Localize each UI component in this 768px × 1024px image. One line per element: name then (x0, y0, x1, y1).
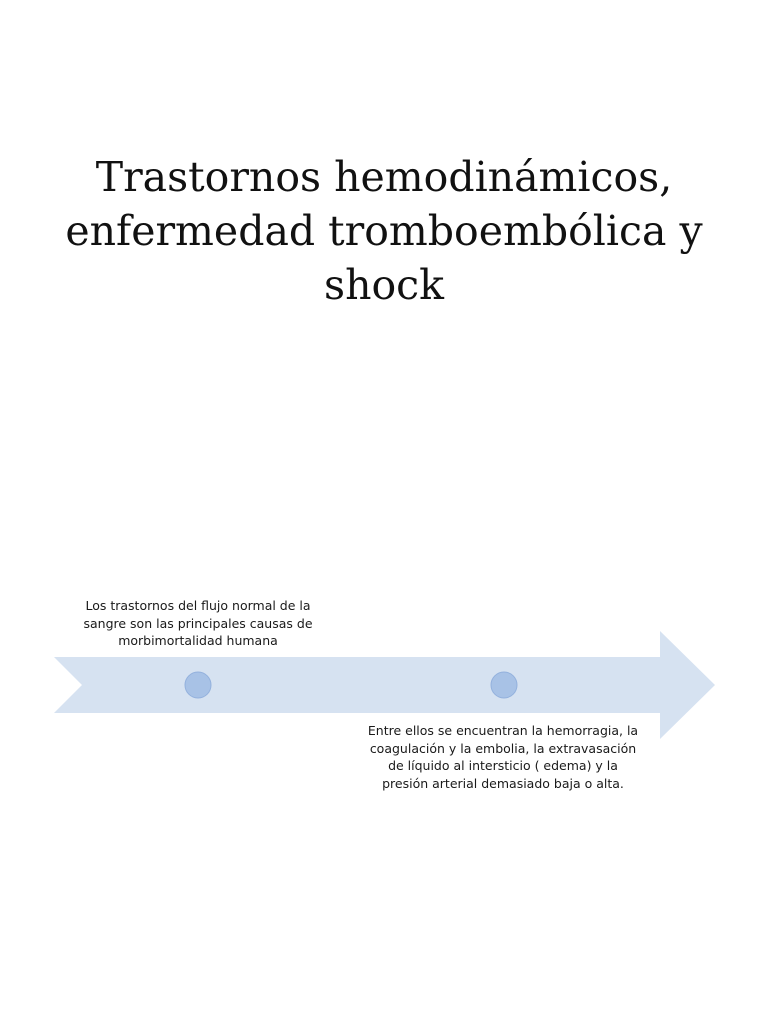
timeline-marker-1 (185, 672, 211, 698)
timeline-marker-2 (491, 672, 517, 698)
timeline-event-2-text: Entre ellos se encuentran la hemorragia, la coagulación y la embolia, la extravasación de líquido al intersticio ( edema) y la presión arterial demasiado baja o alta. (367, 723, 639, 791)
timeline-event-1-text: Los trastornos del flujo normal de la sangre son las principales causas de morbimortalidad humana (83, 598, 313, 648)
slide-title: Trastornos hemodinámicos, enfermedad tromboembólica y shock (65, 153, 703, 309)
